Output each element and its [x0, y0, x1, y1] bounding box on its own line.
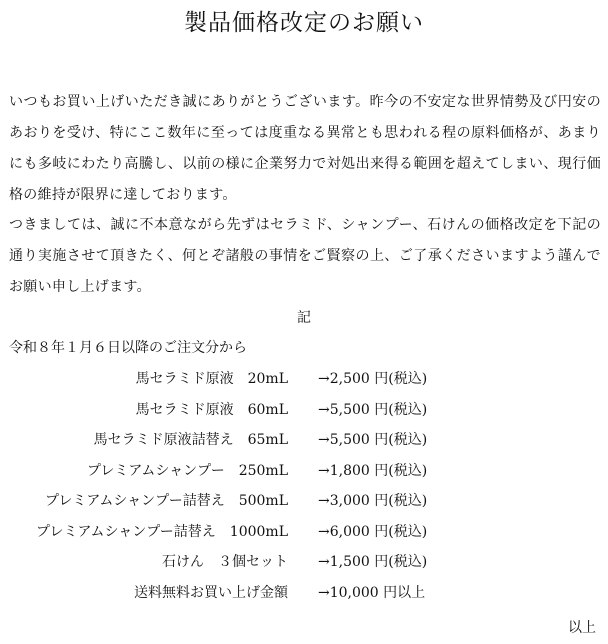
item-name: 馬セラミド原液 60mL — [135, 401, 288, 418]
price-row — [0, 425, 608, 456]
item-price: →1,500 円(税込) — [318, 554, 428, 570]
item-name: プレミアムシャンプー 250mL — [86, 462, 288, 479]
price-row — [0, 578, 608, 609]
item-price: →6,000 円(税込) — [318, 523, 428, 540]
request-paragraph: つきましては、誠に不本意ながら先ずはセラミド、シャンプー、石けんの価格改定を下記の通り実施させて頂きたく、何とぞ諸般の事情をご賢察の上、ご了承くださいますよう謹んでお願い申し上げます。 — [9, 217, 601, 295]
item-name: 送料無料お買い上げ金額 — [134, 584, 288, 601]
price-row — [0, 456, 608, 487]
item-name: 馬セラミド原液 20mL — [135, 371, 288, 387]
item-price: →3,000 円(税込) — [318, 493, 428, 509]
effective-date-line: 令和８年１月６日以降のご注文分から — [9, 340, 247, 356]
price-row — [0, 517, 608, 548]
item-price: →10,000 円以上 — [318, 584, 426, 601]
price-row — [0, 395, 608, 426]
item-price: →1,800 円(税込) — [318, 462, 428, 479]
price-row — [0, 547, 608, 578]
document-title: 製品価格改定のお願い — [184, 10, 424, 36]
item-price: →5,500 円(税込) — [318, 432, 428, 448]
item-name: 石けん ３個セット — [162, 554, 288, 570]
price-row — [0, 364, 608, 395]
item-price: →5,500 円(税込) — [318, 401, 428, 418]
item-name: プレミアムシャンプー詰替え 500mL — [44, 493, 288, 509]
intro-paragraph: いつもお買い上げいただき誠にありがとうございます。昨今の不安定な世界情勢及び円安のあおりを受け、特にここ数年に至っては度重なる異常とも思われる程の原料価格が、あまりにも多岐にわたり高騰し、以前の様に企業努力で対処出来得る範囲を超えてしまい、現行価格の維持が限界に達しております。 — [9, 94, 601, 203]
closing-mark: 以上 — [568, 620, 596, 636]
item-price: →2,500 円(税込) — [318, 371, 428, 387]
price-list — [0, 364, 608, 608]
ki-heading: 記 — [297, 310, 311, 326]
item-name: 馬セラミド原液詰替え 65mL — [93, 432, 288, 448]
price-row — [0, 486, 608, 517]
item-name: プレミアムシャンプー詰替え 1000mL — [36, 523, 288, 540]
